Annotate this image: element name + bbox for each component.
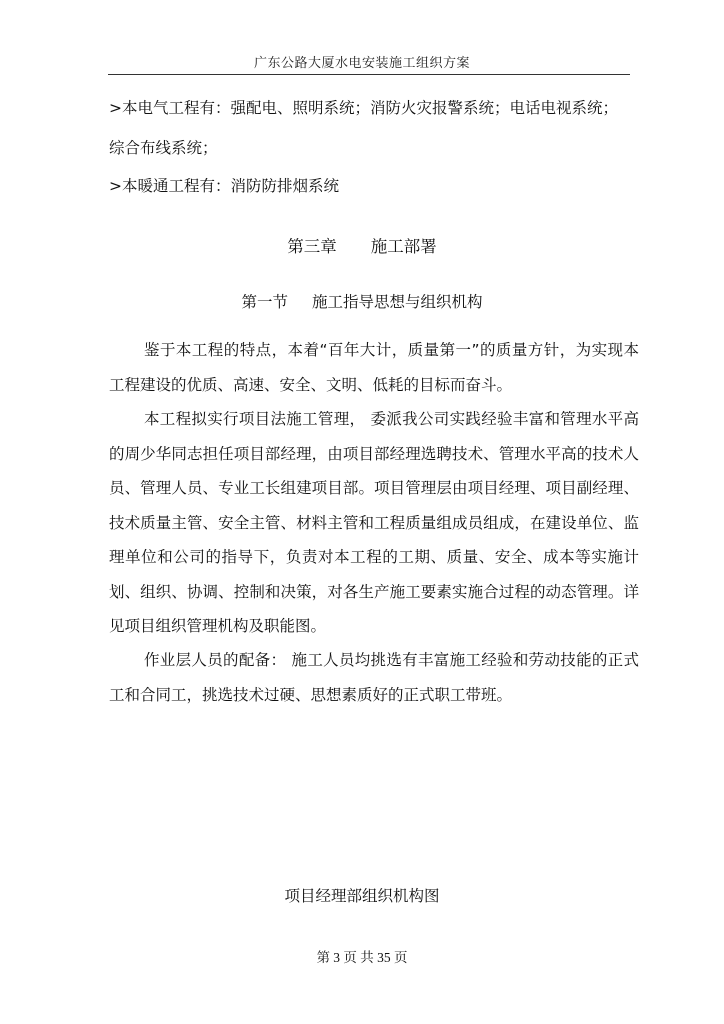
running-header: 广东公路大厦水电安装施工组织方案 — [253, 56, 470, 71]
figure-caption: 项目经理部组织机构图 — [284, 887, 440, 905]
header-divider — [108, 74, 630, 75]
section-heading — [0, 290, 724, 312]
page-number-footer: 第 3 页 共 35 页 — [316, 950, 408, 965]
chapter-title: 施工部署 — [370, 237, 437, 256]
section-title: 施工指导思想与组织机构 — [312, 293, 483, 311]
body-paragraph-management: 本工程拟实行项目法施工管理， 委派我公司实践经验丰富和管理水平高的周少华同志担任项目部经理，由项目部经理选聘技术、管理水平高的技术人员、管理人员、专业工长组建项目部。项目管理层由项目经理、项目副经理、技术质量主管、安全主管、材料主管和工程质量组成员组成，在建设单位、监理单位和公司的指导下，负责对本工程的工期、质量、安全、成本等实施计划、组织、协调、控制和决策，对各生产施工要素实施合过程的动态管理。详见项目组织管理机构及职能图。 — [109, 410, 639, 635]
intro-line-cabling: 综合布线系统； — [109, 139, 218, 157]
body-paragraph-staffing: 作业层人员的配备： 施工人员均挑选有丰富施工经验和劳动技能的正式工和合同工，挑选技术过硬、思想素质好的正式职工带班。 — [109, 651, 639, 704]
intro-line-hvac: >本暖通工程有：消防防排烟系统 — [109, 177, 339, 195]
intro-line-electrical: >本电气工程有：强配电、照明系统；消防火灾报警系统；电话电视系统； — [109, 99, 618, 117]
section-number: 第一节 — [241, 293, 288, 311]
chapter-number: 第三章 — [287, 237, 337, 256]
chapter-heading — [0, 233, 724, 257]
body-paragraph-quality-policy: 鉴于本工程的特点，本着“百年大计，质量第一”的质量方针，为实现本工程建设的优质、高速、安全、文明、低耗的目标而奋斗。 — [109, 341, 639, 394]
